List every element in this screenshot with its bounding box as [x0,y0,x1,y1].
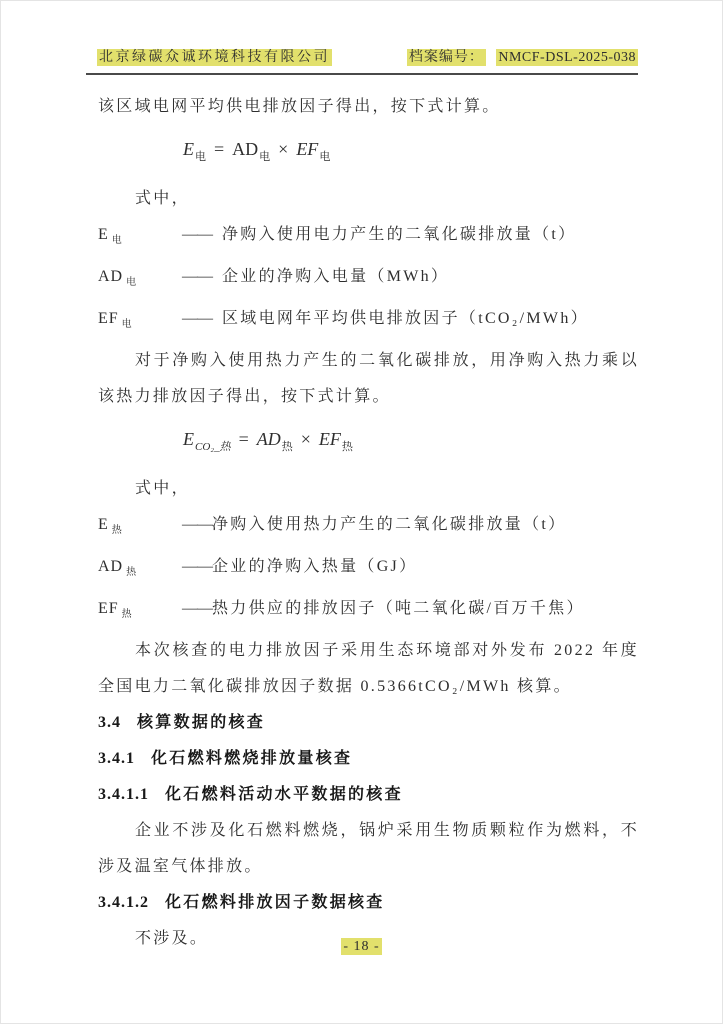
definition-term [98,301,182,343]
definition-row [98,507,639,549]
definition-list-electricity [98,217,639,343]
section-heading-3-4 [98,705,639,741]
section-number: 3.4.1 [98,750,135,767]
formula-lhs-subscript: CO₂_热 [195,441,231,453]
section-title: 核算数据的核查 [137,714,266,731]
definition-dash: —— [182,310,212,327]
term-symbol: E [98,226,109,243]
term-subscript: 热 [121,609,133,620]
section-number: 3.4 [98,714,121,731]
section-heading-3-4-1-1 [98,777,639,813]
definition-description: 净购入使用热力产生的二氧化碳排放量（t） [212,516,567,533]
paragraph-biomass: 企业不涉及化石燃料燃烧，锅炉采用生物质颗粒作为燃料，不涉及温室气体排放。 [98,822,639,875]
formula-term2-subscript: 电 [319,151,331,163]
multiply-sign: × [278,139,289,159]
term-subscript: 电 [121,319,133,330]
formula-lhs: E [183,139,194,159]
term-symbol: E [98,516,109,533]
definition-description: 净购入使用电力产生的二氧化碳排放量（t） [222,226,577,243]
definition-term [98,259,182,301]
term-subscript: 电 [111,235,123,246]
doc-number-label: 档案编号： [408,50,484,65]
company-name-text: 北京绿碳众诚环境科技有限公司 [99,50,330,65]
definition-term [98,507,182,549]
definition-row [98,217,639,259]
term-subscript: 电 [126,277,138,288]
equals-sign: = [238,429,249,449]
definition-description: 企业的净购入热量（GJ） [212,558,418,575]
definition-description: 热力供应的排放因子（吨二氧化碳/百万千焦） [212,600,585,617]
definition-row [98,259,639,301]
formula-term1: AD [232,139,259,159]
formula-lhs-subscript: 电 [195,151,206,163]
term-symbol: EF [98,600,119,617]
page-header [86,1,638,75]
definition-term [98,549,182,591]
term-subscript: 热 [126,567,138,578]
equals-sign: = [214,139,225,159]
paragraph-not-involved: 不涉及。 [135,930,209,947]
document-body [98,89,639,957]
definition-description: 企业的净购入电量（MWh） [222,268,450,285]
where-label-1: 式中， [135,190,190,207]
formula-electricity [183,129,639,177]
formula-heat [183,419,639,467]
section-heading-3-4-1-2 [98,885,639,921]
page-footer [1,939,722,955]
definition-row [98,549,639,591]
term-subscript: 热 [111,525,123,536]
definition-dash: —— [182,600,212,617]
definition-row [98,591,639,633]
doc-number-value: NMCF-DSL-2025-038 [498,50,636,65]
term-symbol: AD [98,268,124,285]
term-symbol: EF [98,310,119,327]
formula-term1-subscript: 热 [281,441,293,453]
formula-term1-subscript: 电 [259,151,271,163]
paragraph-heat-intro: 对于净购入使用热力产生的二氧化碳排放，用净购入热力乘以该热力排放因子得出，按下式计算。 [98,352,639,405]
company-name [97,46,332,66]
section-title: 化石燃料排放因子数据核查 [165,894,385,911]
section-heading-3-4-1 [98,741,639,777]
definition-dash: —— [182,226,212,243]
formula-term2-subscript: 热 [341,441,353,453]
definition-description: 区域电网年平均供电排放因子（tCO₂/MWh） [222,310,589,327]
paragraph-grid-intro: 该区域电网平均供电排放因子得出，按下式计算。 [98,98,501,115]
section-number: 3.4.1.1 [98,786,149,803]
formula-term2: EF [318,429,341,449]
definition-dash: —— [182,516,212,533]
definition-list-heat [98,507,639,633]
formula-lhs: E [183,429,194,449]
formula-term2: EF [296,139,319,159]
definition-dash: —— [182,558,212,575]
definition-row [98,301,639,343]
multiply-sign: × [300,429,311,449]
doc-number [407,46,638,66]
section-number: 3.4.1.2 [98,894,149,911]
page-number: - 18 - [343,939,380,954]
where-label-2: 式中， [135,480,190,497]
formula-term1: AD [256,429,281,449]
section-title: 化石燃料燃烧排放量核查 [151,750,353,767]
definition-term [98,591,182,633]
term-symbol: AD [98,558,124,575]
section-title: 化石燃料活动水平数据的核查 [165,786,403,803]
definition-term [98,217,182,259]
paragraph-emission-factor: 本次核查的电力排放因子采用生态环境部对外发布 2022 年度全国电力二氧化碳排放因子数据 0.5366tCO₂/MWh 核算。 [98,642,639,695]
definition-dash: —— [182,268,212,285]
